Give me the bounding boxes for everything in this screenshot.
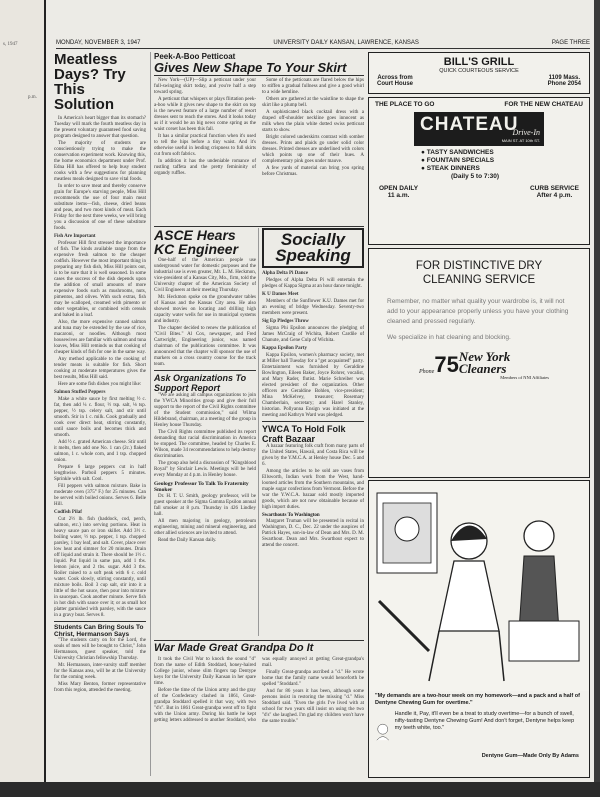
headline-ywca: YWCA To Hold Folk Craft Bazaar <box>262 424 346 444</box>
header-date: MONDAY, NOVEMBER 3, 1947 <box>56 40 141 46</box>
column-meatless <box>54 52 146 774</box>
headline-petticoat: Gives New Shape To Your Skirt <box>154 61 364 76</box>
article-students: "The students carry on for the Lord, the souls of men will be brought to Christ," John Hermanson, guest speaker, told the University Christian fellowship Thursday. Mr. Hermanson, inter-varsity staff member for the Kansas area, will be at the University for the coming week. Miss Mary Benton, former representative from this region, attended the meeting. <box>54 638 146 693</box>
article-grandpa: War Made Great Grandpa Do It It took the Civil War to knock the sound "d" from the name of Edith Stoddard, honey-haired College junior, whose slim fingers tap Dentype keys for the University Daily Kansan in her spare time. Before the time of the Union army and the gray of the Confederacy clashed in 1861, Great-grandpa Stoddard spelled it that way, with two "d's". But in 1861 Great-grandpa went off to fight with the Union army. During his battle he kept getting letters addressed to another Stoddard, who was equally annoyed at getting Great-grandpa's mail. Finally Great-grandpa ascribed a "d." He wrote home that the family name would henceforth be spelled "Stoddard." And for 86 years it has been, although some persons insist in restoring the missing "d." Miss Stoddard said. "Even the girls I've lived with at school for two years still insist on using the two "d's" she laughed. I'm glad my children won't have the same trouble." <box>154 640 364 777</box>
edge-fragment: s, 1947 <box>3 42 18 47</box>
edge-fragment: p.m. <box>28 95 37 100</box>
dentyne-footer: Dentyne Gum—Made Only By Adams <box>481 753 579 759</box>
headline-meatless: Meatless Days? Try This Solution <box>54 52 126 113</box>
headline-students: Students Can Bring Souls To Christ, Hermanson Says <box>54 624 144 638</box>
column-social: Socially Speaking Alpha Delta Pi Dance Pledges of Alpha Delta Pi will entertain the pledges of Kappa Sigma at an hour dance tonight. K U Dames Meet Members of the Sunflower K.U. Dames met for an evening of bridge Wednesday. Seventy-two members were present. Sig Ep Pledges Throw Sigma Phi Epsilon announces the pledging of James McCraig of Wichita, Robert Cardile of Chanute, and Gene Culp of Wichita. Kappa Epsilon Party Kappa Epsilon, women's pharmacy society, met at Miller hall Tuesday for a "get acquainted" party. Entertainment was furnished by Geraldine Bowlington, Eileen Baker, Joyce Rohrer, vocalist, and Mary Rader, flutist. Marie Schreiber was elected president of the organization. Other officers are Geraldine Bohlen, vice-president; Mina McKelvey, treasurer; Rosemary Chamberlain, secretary; and Harel Stanley, historian. Pollyanna Ensign was initiated at the meeting and Kathryn Ward was pledged. YWCA To Hold Folk Craft Bazaar A bazaar featuring folk craft from many parts of the United States, Hawaii, and Costa Rica will be given by the Y.M.C.A. at Henley house Dec. 5 and 6. Among the articles to be sold are vases from Ellsworth, Indian work from the West, hand-loomed articles from the Southern mountains, and maple sugar confections from Vermont. Before the war the Y.W.C.A. bazaar sold mostly imported goods, which are not now obtainable because of high import duties. Swarthouts To Washington Margaret Truman will be presented in recital in Washington, D. C., Dec. 22 under the auspices of Patrick Hayes, son-in-law of Dean and Mrs. D. M. Swarthout. Dean and Mrs. Swarthout expect to attend the concert. <box>262 230 364 548</box>
header-paper: UNIVERSITY DAILY KANSAN, LAWRENCE, KANSAS <box>273 40 419 46</box>
ad-chateau: THE PLACE TO GO FOR THE NEW CHATEAU CHATEAU Drive-In MAIN ST. AT 10th ST. ● TASTY SANDWICHES ● FOUNTAIN SPECIALS ● STEAK DINNERS (Daily 5 to 7:30) OPEN DAILY 11 a.m. CURB SERVICE After 4 p.m. <box>368 97 590 245</box>
adjacent-page-edge <box>0 0 46 797</box>
header-page: PAGE THREE <box>551 40 590 46</box>
article-petticoat: Peek-A-Boo Petticoat Gives New Shape To Your Skirt New York—(UP)—Slip a petticoat under your full-swinging skirt today, and you're half a step toward spring. A petticoat that whispers or plays flirtation peek-a-boo while it gives new shape to the skirt on top is the newest feature of a large number of resort dresses sent to reach the stores. And it looks today as if it would be an big news come spring as the waist corset has been this fall. It has a similar practical function when it's used to tell the hips before a tiny waist. And it's otherwise useful in lending crispness to full skirts cut from soft fabrics. In addition it has the undeniable romance of rustling taffeta and the pretty femininity of organdy ruffles. Some of the petticoats are flared below the hips to stiffen a gradual fullness and give a good whirl to a wide hemline. Others are gathered at the waistline to shape the skirt like a plump bell. A sophisticated black cocktail dress with a draped off-shoulder neckline goes innocent as milk when the plain white dotted swiss petticoat starts to show. Bright colored underskirts contrast with somber dresses. Prints and plaids go under solid color dresses. Printed dresses are underlined with colors which points up one of their hues. A complementary pink goes under mauve. A few yards of material can bring you spring before Christmas. <box>154 52 364 177</box>
headline-asce: ASCE Hears KC Engineer <box>154 228 239 257</box>
kicker-petticoat: Peek-A-Boo Petticoat <box>154 52 236 61</box>
cleaners-logo: Phone 75 New York Cleaners <box>419 349 511 377</box>
headline-grandpa: War Made Great Grandpa Do It <box>154 642 314 654</box>
ad-new-york-cleaners: FOR DISTINCTIVE DRY CLEANING SERVICE Remember, no matter what quality your wardrobe is, it will not add to your appearance properly unless you have your clothing cleaned and pressed regularly. We specialize in hat cleaning and blocking. Phone 75 New York Cleaners Members of NNI Affiliates <box>368 248 590 478</box>
headline-geology: Geology Professor To Talk To Fraternity Smoker <box>154 481 249 493</box>
chateau-logo: CHATEAU Drive-In MAIN ST. AT 10th ST. <box>414 112 544 146</box>
headline-organizations: Ask Organizations To Support Report <box>154 373 247 393</box>
scan-border <box>0 782 600 797</box>
masthead-social: Socially Speaking <box>262 228 364 268</box>
dentyne-copy: Handle it, Pay, it'll even be a treat to study overtime—for a bunch of swell, nifty-tasting Dentyne Chewing Gum! And don't forget, Dentyne helps keep my teeth white, too." <box>394 711 575 731</box>
dentyne-caption: "My demands are a two-hour week on my homework—and a pack and a half of Dentyne Chewing Gum for overtime." <box>375 693 580 706</box>
headline-swarthouts: Swarthouts To Washington <box>262 513 320 518</box>
boy-portrait <box>375 711 391 751</box>
cartoon-illustration <box>369 481 589 691</box>
column-asce: ASCE Hears KC Engineer One-half of the American people use underground water for domestic purposes and the industrial use is even greater, Mr. L. M. Heckmon, vice-president of a Kansas City, Mo., firm, told the University chapter of the American Society of Civil Engineers at their meeting Thursday. Mr. Heckmon spoke on the groundwater tables of Kansas and the Kansas City area. He also showed movies on locating and drilling high capacity water wells for use in municipal systems and industry. The chapter decided to renew the publication of "Civil Bites." Al Cox, newspaper, and Fred Cartwright, Engineering junior, was named chairman of the publications committee. It was announced that the chapter will sponsor the use of markers on a cross country course for the track team. Ask Organizations To Support Report "We are asking all campus organizations to join the YWCA Minorities group and give their full support to the report of the Civil Rights committee of the Student commission," said Wilma Hildebrand, chairman, at a meeting of the group in Henley house Thursday. The Civil Rights committee published its report demanding that racial discrimination in America be stopped. The committee, headed by Charles E. Wilson, made 34 recommendations to help destroy discrimination. The group also held a discussion of "Kingsblood Royal" by Sinclair Lewis. Meetings will be held every Monday at 4 p.m. in Henley house. Geology Professor To Talk To Fraternity Smoker Dr. H. T. U. Smith, geology professor, will be guest speaker at the Sigma Gamma Epsilon annual fall smoker at 8 p.m. Thursday in 426 Lindley hall. All men majoring in geology, petroleum engineering, mining and mineral engineering, and other allied sciences are invited to attend. Read the Daily Kansan daily. <box>154 228 256 543</box>
page-header <box>56 40 590 49</box>
ad-dentyne <box>368 480 590 778</box>
ad-bills-grill: BILL'S GRILL QUICK COURTEOUS SERVICE Across from Court House 1109 Mass. Phone 2054 <box>368 52 590 94</box>
newspaper-page <box>46 0 594 797</box>
article-meatless: In America's heart bigger than its stomach? Tuesday will mark the fourth meatless day in the present voluntary guaranteed food saving program designed to answer that question. The majority of students are conscientiously trying to make the conservation experiment work. Knowing this, the home economics department under Prof. Edna Hill has offered to help busy student cooks with a few suggestions for planning meatless meals designed to save vital foods. In order to save meat and thereby conserve grain for Europe's starving people, Miss Hill recommends the use of four main meat substitute items—fish, cheese, dried beans and peas, and two most kinds of meat. Each Friday for the next three weeks, we will bring you a discussion of one of these substitute foods. Fish Are Important Professor Hill first stressed the importance of fish. The kinds available range from the expensive fresh salmon to the cheaper codfish. However the most important thing in preparing any fish dish, Miss Hill points out, is to be sure that it is well seasoned. In some cases the success of the dish depends upon the addition of small amounts of more expensive foods such as mushrooms, nuts, pimentos, and olives. With such extras, fish may be scalloped, creamed with pimento or other vegetables, or combined with cereals and baked in a loaf. Also, the more expensive canned salmon and tuna may be extended by the use of rice, macaroni, or noodles. Although most housewives are familiar with salmon and tuna loaves, Miss Hill reminds us that cooking of cheaper kinds of fish for one in the same way. Any method applicable to the cooking of tender meats is suitable for fish. Short cooking at moderate temperatures gives the best results, Miss Hill said. Here are some fish dishes you might like: Salmon Stuffed Peppers Make a white sauce by first melting ½ c. fat, then add ¼ c. flour, ½ tsp. salt, ⅛ tsp. pepper, ½ tsp. celery salt, and stir until smooth. Stir in 1 c. milk. Cook gradually and cook over direct heat, stirring constantly, until sauce boils and becomes thick and smooth. Add ½ c. grated American cheese. Stir until it melts, then add one No. 1 can (2c.) flaked salmon, 1 c. whole corn, and 1 tsp. chopped onion. Prepare 6 large peppers cut in half lengthwise. Parboil peppers 5 minutes. Sprinkle with salt. Cool. Fill peppers with salmon mixture. Bake in moderate oven (375° F.) for 25 minutes. Can be served with boiled onions. Serves 6. Belle Hill. Codfish Pilaf Cut 2½ lb. fish (haddock, cod, perch, salmon, etc.) into serving portions. Heat in heavy sauce pan or iron skillet. Add 3½ c. boiling water, ½ tsp. pepper, 1 tsp. chopped parsley, 1 bay leaf, and salt. Cover, place over low heat and simmer for 20 minutes. Drain off liquid and strain it. There should be 1½ c. liquid. Put liquid in same pan, add 1 tbs. lemon juice, and 2 tbs. sugar. Add 3 tbs. Boiler raised to a soft peak with 6 c. cold water. Cook slowly, stirring constantly, until mixture boils. Boil 3 cup salt, stir into it a little of the hot sauce, then pour into mixture in saucepan. Cook another minute. Serve fish in hot dish with sauce over it; or as small hot platter garnished with parsley, with the sauce in a gravy boat. Serves 8. <box>54 116 146 618</box>
